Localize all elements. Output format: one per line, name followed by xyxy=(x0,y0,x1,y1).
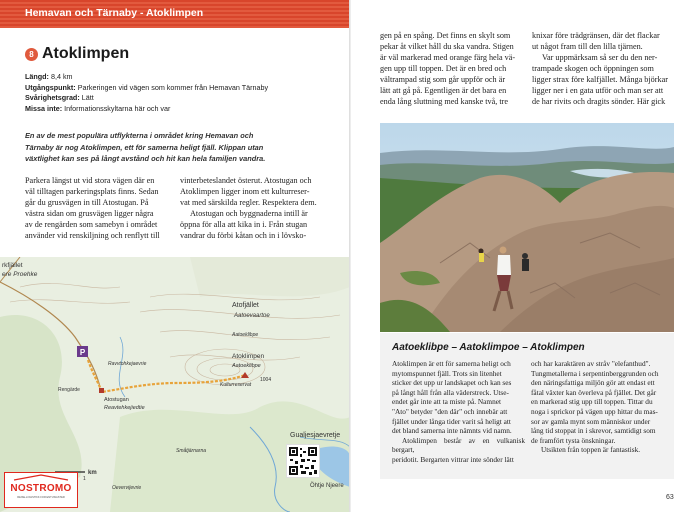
map-label-atofjallet: Atofjället xyxy=(232,302,259,309)
map-label-aatoeklibpe: Aatoeklibpe xyxy=(232,363,261,369)
right-body-column-2: knixar före trädgränsen, där det flackar ut något fram till den lilla tjärnen. Var uppmärksam så ser du den ner- trampade skogen och öppningen som ligger strax före kalfjället. Många björkar ligger ner i en gata utför och man ser att de har rivits och dragits sönder. Här gick xyxy=(532,31,668,106)
map-label-gualjes: Gualjesjaevretje xyxy=(290,432,341,439)
caption-column-1: Atoklimpen är ett för samerna heligt och mytomspunnet fjäll. Trots sin litenhet sticker det upp ur landskapet och kan ses på långt håll från alla väderstreck. Utse- endet går inte att ta miste på. Namnet "Ato" betyder "den där" och innebär att fjället under långa tider varit så heligt att det bland samerna inte nämnts vid namn. Atoklimpen består av en vulkanisk bergart, peridotit. Bergarten vittrar inte sönder lätt xyxy=(392,359,525,464)
right-body-column-1: gen på en spång. Det finns en skylt som pekar åt vilket håll du ska vandra. Stigen är väl markerad med orange färg hela vä- gen upp till toppen. Det är en bred och vältrampad stig som går uppför och är lätt att gå på. Egentligen är det bara en enda lång sluttning med kanske två, tre xyxy=(380,31,516,106)
map-label-rengarde: Rengärde xyxy=(58,387,80,393)
map-label-aatoeklibpe-top: Aatoeklibpe xyxy=(232,332,259,338)
qr-code xyxy=(286,444,320,478)
map-label-rkfjallet: rkfjället xyxy=(2,262,23,269)
fact-difficulty: Svårighetsgrad: Lätt xyxy=(25,93,94,102)
map-label-kulturreservat: Kulturreservat xyxy=(220,382,252,388)
body-column-2: vinterbeteslandet österut. Atostugan och Atoklimpen ligger inom ett kulturreser- vat med särskilda regler. Respektera dem. Atostugan och byggnaderna intill är öppna för alla att kika in i. Från stugan vandrar du förbi kåtan och in i lövsko- xyxy=(180,176,317,240)
parking-marker: P xyxy=(79,348,86,357)
map-scale-1: 1 xyxy=(83,476,86,482)
running-header: Hemavan och Tärnaby - Atoklimpen xyxy=(25,7,204,19)
title-row xyxy=(25,45,129,63)
page-title: Atoklimpen xyxy=(42,45,130,62)
body-column-1: Parkera längst ut vid stora vägen där en väl tilltagen parkeringsplats finns. Sedan går du grusvägen in till Atostugan. På västra sidan om grusvägen ligger några av de rengärden som samebyn i området använder vid renskiljning och renflytt till xyxy=(25,176,160,240)
map-label-oevervijevrie: Oevervijevrie xyxy=(112,485,142,491)
page-number: 63 xyxy=(666,494,674,501)
map-label-atostugan: Atostugan xyxy=(104,397,129,403)
intro-paragraph: En av de mest populära utflykterna i området kring Hemavan och Tärnaby är nog Atoklimpen, ett för samerna heligt fjäll. Klippan utan växtlighet kan ses på långt avstånd och hit kan hela familjen vandra. xyxy=(25,131,266,163)
map-label-smatjarnarna: Småtjärnarna xyxy=(176,448,207,454)
map-label-reavtehkejiedtie: Reavtehkejiedtie xyxy=(104,405,145,411)
route-number-badge: 8 xyxy=(25,48,38,61)
map-label-ohtje: Öhtje Njeere xyxy=(310,483,344,489)
logo-wordmark: NOSTROMO xyxy=(10,483,72,494)
fact-length: Längd: 8,4 km xyxy=(25,72,73,81)
fact-dont-miss: Missa inte: Informationsskyltarna här och var xyxy=(25,103,171,113)
caption-column-2: och har karaktären av stråv "elefanthud". Tungmetallerna i serpentinberggrunden och den näringsfattiga miljön gör att endast ett fåtal växter kan överleva på fjället. Det går en markerad stig upp till toppen. Tittar du noga i sprickor på vägen upp hittar du mas- sor av gamla mynt som människor under lång tid stoppat in i skrevor, samtidigt som de framfört tysta önskningar. Utsikten från toppen är fantastisk. xyxy=(531,359,659,455)
fact-start: Utgångspunkt: Parkeringen vid vägen som kommer från Hemavan Tärnaby xyxy=(25,82,269,92)
map-scale-unit: km xyxy=(88,470,97,476)
facts-block xyxy=(25,72,268,114)
publisher-logo xyxy=(4,472,78,508)
caption-title: Aatoeklibpe – Aatoklimpoe – Atoklimpen xyxy=(392,342,585,353)
map-label-atoklimpen: Atoklimpen xyxy=(232,353,265,360)
logo-tagline: REISE-LOGISTIKK FOR ENTUSIASTER xyxy=(17,496,65,499)
map-label-elevation: 1004 xyxy=(260,377,272,383)
map-label-ravvtohke: Ravvtohkejaevrie xyxy=(108,361,147,367)
map-label-aatoevaartoe: Aatoevaartoe xyxy=(234,313,270,319)
hiker-photo xyxy=(380,123,674,332)
map-label-proehke: ere Proehke xyxy=(2,271,38,278)
book-spine xyxy=(349,0,351,512)
